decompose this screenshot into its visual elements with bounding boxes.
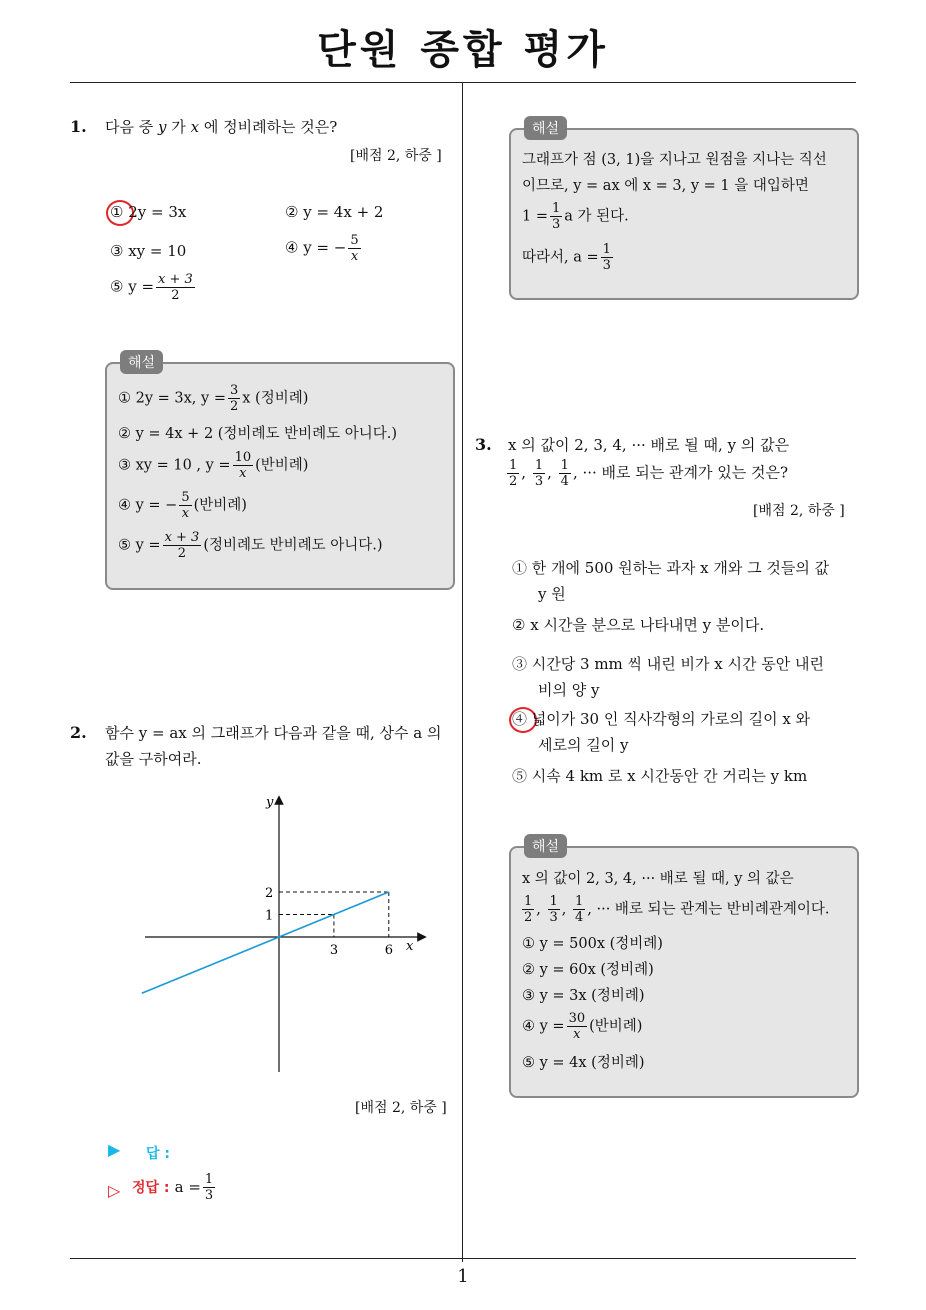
q2-sol-line2: 이므로, y = ax 에 x = 3, y = 1 을 대입하면 [522,178,809,194]
q3-option-4[interactable]: ④ 넓이가 30 인 직사각형의 가로의 길이 x 와 세로의 길이 y [512,710,811,754]
q1-option-5[interactable]: ⑤ y = $\frac{x + 3}{2}$ [110,272,193,303]
q1-sol-line5: ⑤ y = $\frac{x + 3}{2}$ (정비례도 반비례도 아니다.) [118,530,383,561]
q3-score: [배점 2, 하중 ] [753,503,845,519]
q3-option-2[interactable]: ② x 시간을 분으로 나타내면 y 분이다. [512,616,765,634]
q3-option-5[interactable]: ⑤ 시속 4 km 로 x 시간동안 간 거리는 y km [512,767,808,785]
q3-sol-option-1: ① y = 500x (정비례) [522,936,663,952]
q1-sol-line1: ① 2y = 3x, y = $\frac{3}{2}$ x (정비례) [118,383,309,414]
answer-label: 답 : [146,1146,170,1162]
q2-number: 2. [70,723,87,742]
y-axis-label: y [266,795,274,810]
q3-stem-line2: $\frac{1}{2}$ , $\frac{1}{3}$ , $\frac{1}{4}$ , ··· 배로 되는 관계가 있는 것은? [509,458,789,489]
x-axis-label: x [406,939,414,954]
q3-option-1[interactable]: ① 한 개에 500 원하는 과자 x 개와 그 것들의 값 y 원 [512,559,830,603]
page-number: 1 [457,1266,469,1287]
q1-number: 1. [70,117,87,136]
q2-stem-line2: 값을 구하여라. [105,750,202,768]
q3-sol-line2: $\frac{1}{2}$ , $\frac{1}{3}$ , $\frac{1}{4}$ , ··· 배로 되는 관계는 반비례관계이다. [524,894,830,925]
q1-sol-line4: ④ y = − $\frac{5}{x}$ (반비례) [118,490,247,521]
q1-option-2[interactable]: ② y = 4x + 2 [285,203,384,221]
q2-sol-line3: 1 = $\frac{1}{3}$ a 가 된다. [522,201,629,232]
page-title: 단원 종합 평가 [317,27,609,73]
q2-score: [배점 2, 하중 ] [355,1100,447,1116]
correct-arrow-icon: ▷ [108,1181,121,1200]
q1-solution-badge: 해설 [120,350,163,374]
q3-number: 3. [475,435,492,454]
q1-sol-line2: ② y = 4x + 2 (정비례도 반비례도 아니다.) [118,426,397,442]
q2-sol-line4: 따라서, a = $\frac{1}{3}$ [522,242,611,273]
q3-sol-option-4: ④ y = $\frac{30}{x}$ (반비례) [522,1011,643,1042]
answer-arrow-icon: ▶ [108,1140,121,1159]
q2-graph [140,790,430,1080]
y-tick-2: 2 [265,886,274,901]
q3-stem-line1: x 의 값이 2, 3, 4, ··· 배로 될 때, y 의 값은 [508,436,790,454]
q1-sol-line3: ③ xy = 10 , y = $\frac{10}{x}$ (반비례) [118,450,309,481]
y-tick-1: 1 [265,908,274,924]
q2-sol-line1: 그래프가 점 (3, 1)을 지나고 원점을 지나는 직선 [522,152,827,168]
x-tick-3: 3 [329,943,339,958]
q2-stem-line1: 함수 y = ax 의 그래프가 다음과 같을 때, 상수 a 의 [105,724,442,742]
q3-sol-option-2: ② y = 60x (정비례) [522,962,654,978]
header-rule [70,82,856,83]
q1-score: [배점 2, 하중 ] [350,148,442,164]
q3-sol-line1: x 의 값이 2, 3, 4, ··· 배로 될 때, y 의 값은 [522,871,794,887]
q1-stem: 다음 중 y 가 x 에 정비례하는 것은? [105,118,338,136]
footer-rule [70,1258,856,1259]
q2-solution-badge: 해설 [524,116,567,140]
q3-solution-badge: 해설 [524,834,567,858]
q3-option-3[interactable]: ③ 시간당 3 mm 씩 내린 비가 x 시간 동안 내린 비의 양 y [512,655,824,699]
column-divider [462,82,463,1262]
q3-sol-option-3: ③ y = 3x (정비례) [522,988,645,1004]
function-line [142,892,389,993]
q1-option-1[interactable]: ① 2y = 3x [110,203,187,221]
correct-answer: 정답 : a = $\frac{1}{3}$ [132,1172,214,1203]
x-tick-6: 6 [384,943,394,958]
q3-sol-option-5: ⑤ y = 4x (정비례) [522,1055,645,1071]
q1-option-4[interactable]: ④ y = − $\frac{5}{x}$ [285,233,359,264]
q1-option-3[interactable]: ③ xy = 10 [110,242,187,260]
